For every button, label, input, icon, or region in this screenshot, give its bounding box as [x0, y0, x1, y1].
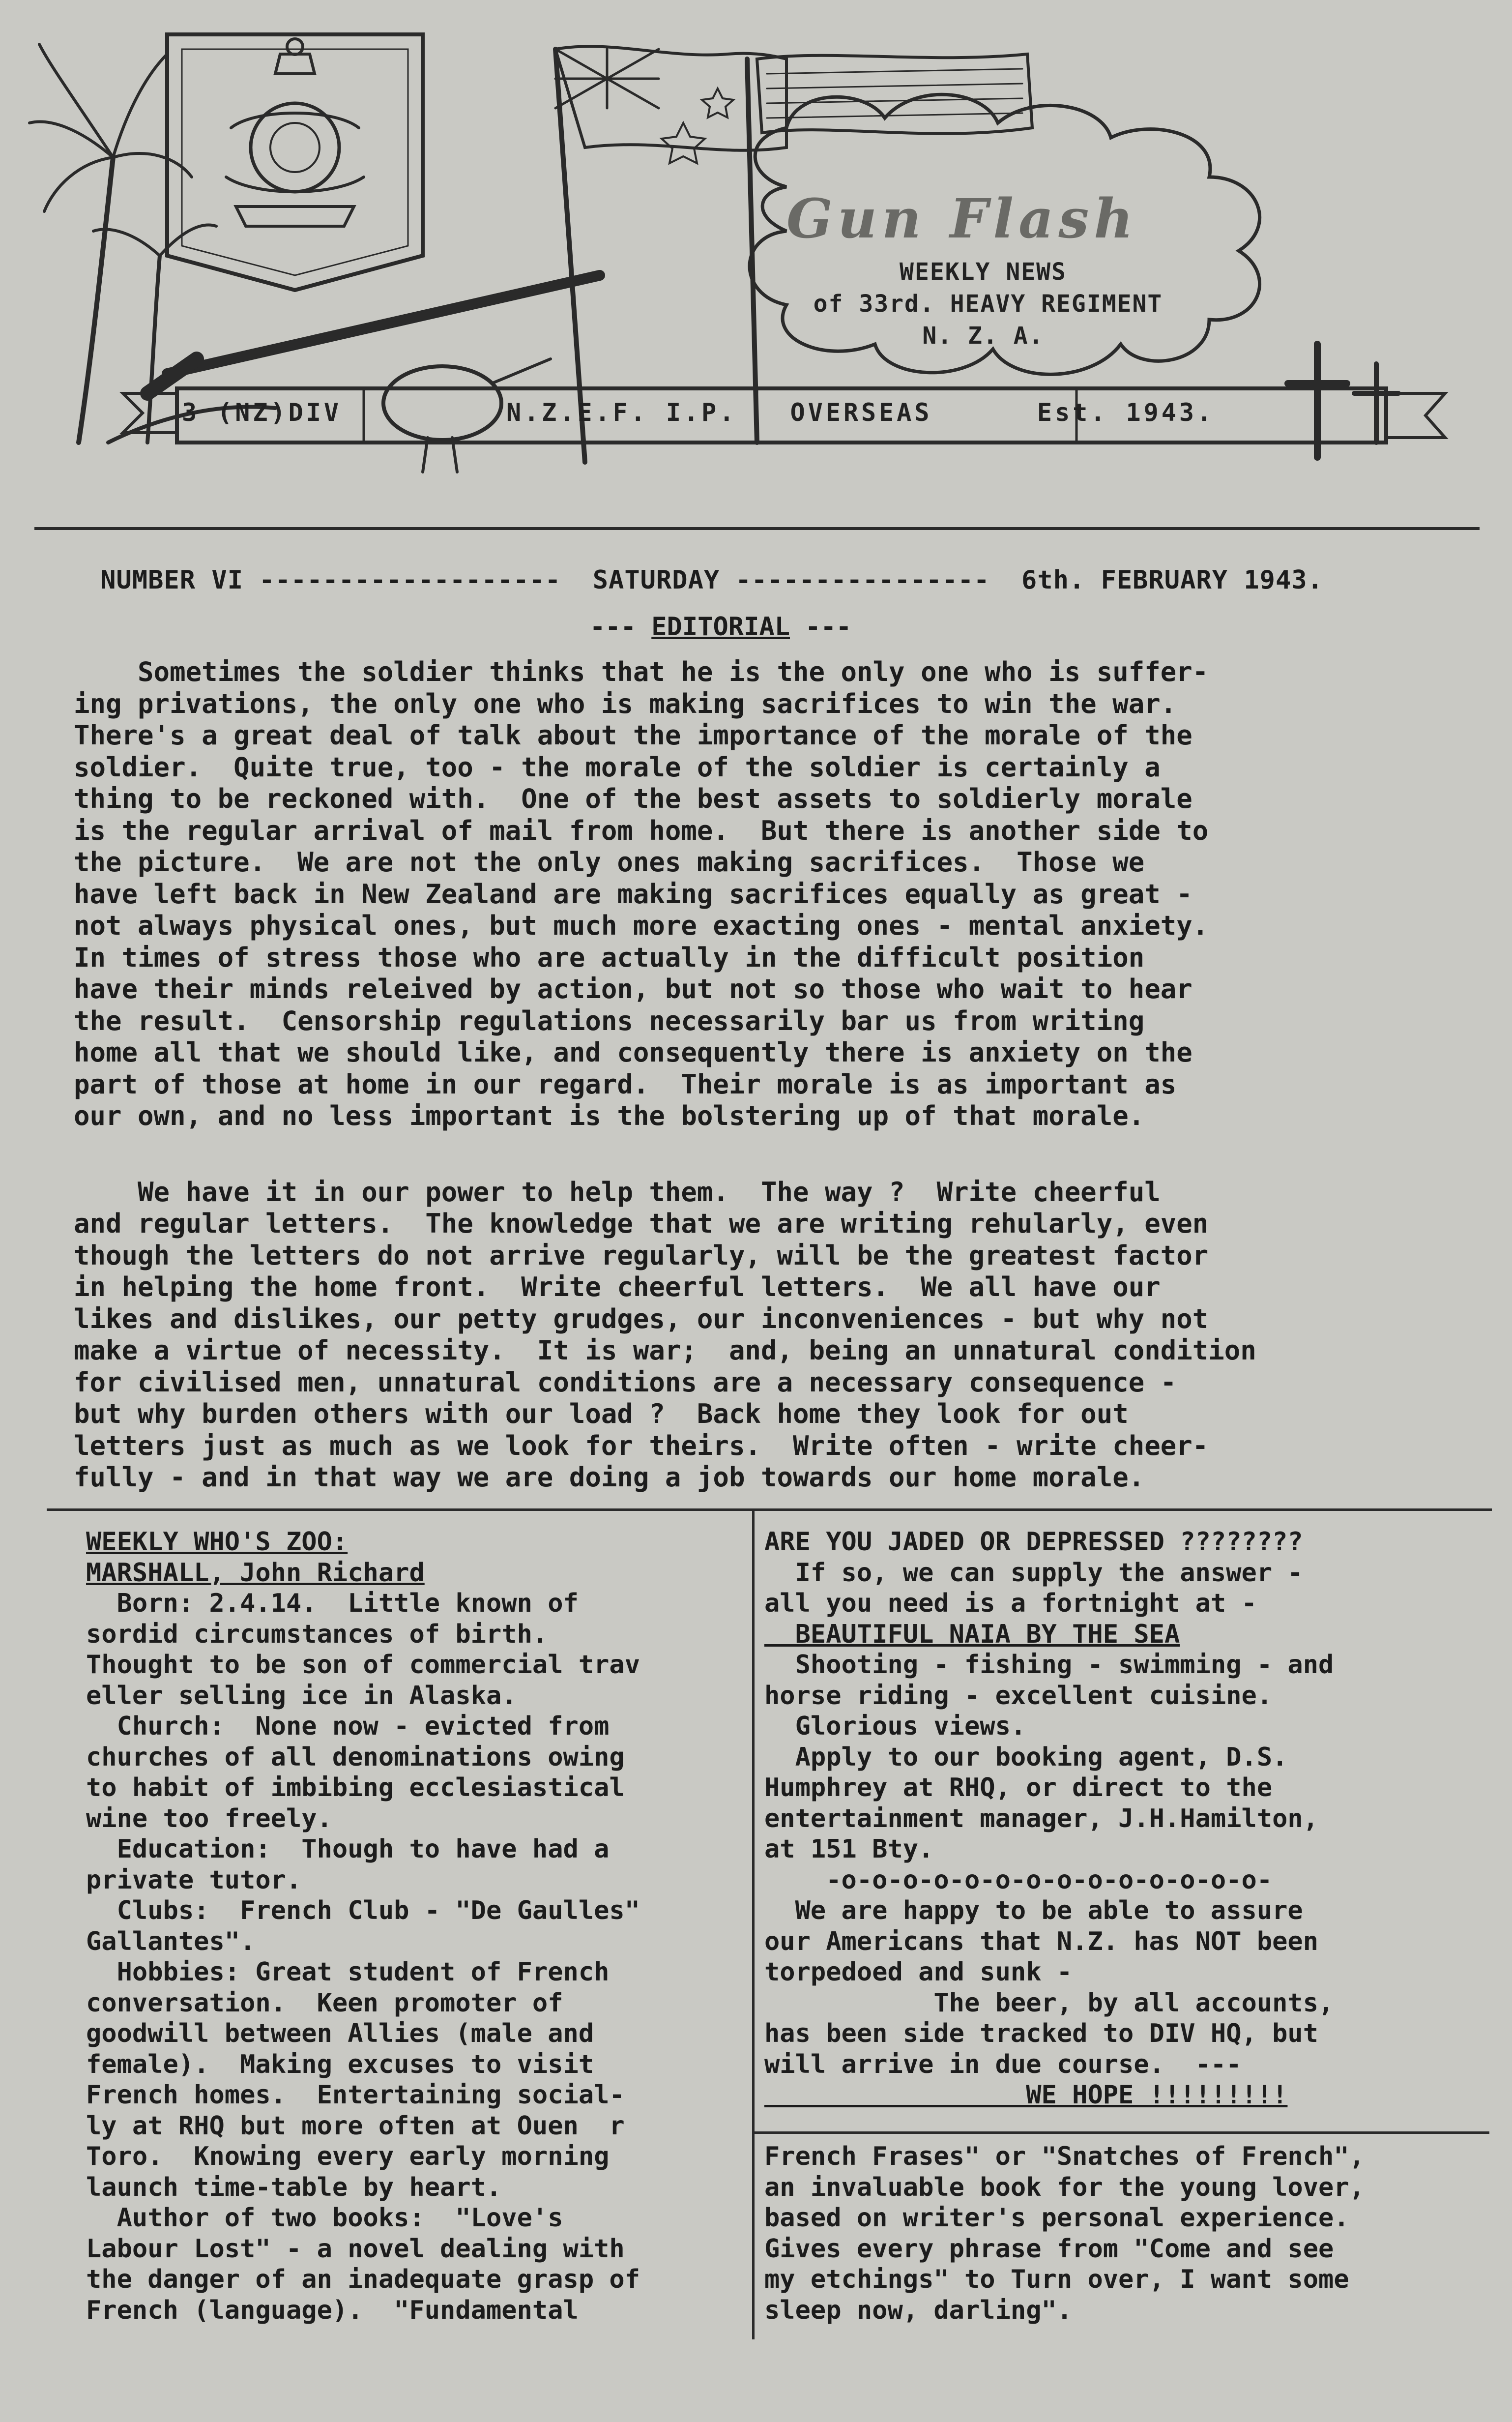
whos-zoo-line: Hobbies: Great student of French: [86, 1957, 610, 1987]
whos-zoo-line: to habit of imbibing ecclesiastical: [86, 1773, 625, 1802]
editorial-line: and regular letters. The knowledge that we are writing rehularly, even: [74, 1208, 1209, 1239]
editorial-line: We have it in our power to help them. The way ? Write cheerful: [74, 1176, 1161, 1208]
whos-zoo-line: conversation. Keen promoter of: [86, 1988, 563, 2018]
whos-zoo-line: Gallantes".: [86, 1926, 256, 1956]
editorial-line: Sometimes the soldier thinks that he is the only one who is suffer-: [74, 656, 1209, 687]
continuation-line: my etchings" to Turn over, I want some: [764, 2265, 1349, 2294]
whos-zoo-line: Church: None now - evicted from: [86, 1712, 610, 1741]
continuation-line: an invaluable book for the young lover,: [764, 2172, 1365, 2202]
jaded-column: [764, 1527, 1487, 2111]
section-divider: [47, 1508, 1492, 1511]
whos-zoo-column: [86, 1527, 745, 2326]
dateline-dashes: -------------------: [243, 565, 593, 595]
whos-zoo-line: Thought to be son of commercial trav: [86, 1650, 640, 1680]
editorial-line: our own, and no less important is the bolstering up of that morale.: [74, 1100, 1145, 1131]
continuation-column: [764, 2141, 1487, 2326]
paragraph-gap: [74, 1132, 1465, 1177]
banner-nzef: N.Z.E.F. I.P. OVERSEAS: [506, 398, 932, 427]
dateline-rule: [34, 527, 1480, 530]
editorial-line: soldier. Quite true, too - the morale of the soldier is certainly a: [74, 751, 1161, 783]
whos-zoo-line: eller selling ice in Alaska.: [86, 1681, 517, 1711]
jaded-heading: ARE YOU JADED OR DEPRESSED ????????: [764, 1527, 1303, 1557]
masthead-subtitle-3: N. Z. A.: [922, 322, 1044, 350]
whos-zoo-line: ly at RHQ but more often at Ouen r: [86, 2111, 625, 2141]
jaded-line: entertainment manager, J.H.Hamilton,: [764, 1803, 1319, 1833]
jaded-line: horse riding - excellent cuisine.: [764, 1681, 1273, 1711]
dateline: [37, 536, 1482, 624]
whos-zoo-heading: WEEKLY WHO'S ZOO:: [86, 1527, 348, 1557]
issue-number: NUMBER VI: [100, 565, 243, 595]
we-hope-line: WE HOPE !!!!!!!!!: [764, 2080, 1288, 2110]
whos-zoo-line: the danger of an inadequate grasp of: [86, 2265, 640, 2294]
editorial-line: have their minds releived by action, but not so those who wait to hear: [74, 974, 1192, 1004]
issue-day: SATURDAY: [592, 565, 720, 595]
banner-established: Est. 1943.: [1037, 398, 1215, 427]
jaded-line: Shooting - fishing - swimming - and: [764, 1650, 1334, 1680]
dateline-dashes: ----------------: [720, 565, 1022, 595]
whos-zoo-line: Clubs: French Club - "De Gaulles": [86, 1896, 640, 1925]
notice-line: has been side tracked to DIV HQ, but: [764, 2019, 1319, 2048]
editorial-line: In times of stress those who are actually in the difficult position: [74, 942, 1145, 973]
whos-zoo-line: launch time-table by heart.: [86, 2172, 502, 2202]
whos-zoo-line: private tutor.: [86, 1865, 302, 1895]
editorial-line: ing privations, the only one who is making sacrifices to win the war.: [74, 688, 1177, 719]
jaded-place: BEAUTIFUL NAIA BY THE SEA: [764, 1619, 1180, 1649]
masthead-subtitle-2: of 33rd. HEAVY REGIMENT: [813, 290, 1163, 318]
whos-zoo-line: French homes. Entertaining social-: [86, 2080, 625, 2110]
editorial-line: the picture. We are not the only ones making sacrifices. Those we: [74, 847, 1145, 878]
notice-line: our Americans that N.Z. has NOT been: [764, 1926, 1319, 1956]
editorial-line: make a virtue of necessity. It is war; and, being an unnatural condition: [74, 1335, 1256, 1366]
editorial-heading: --- EDITORIAL ---: [590, 612, 852, 642]
editorial-line: is the regular arrival of mail from home. But there is another side to: [74, 815, 1209, 846]
whos-zoo-line: Author of two books: "Love's: [86, 2203, 563, 2233]
editorial-line: though the letters do not arrive regularly, will be the greatest factor: [74, 1240, 1209, 1271]
jaded-line: Glorious views.: [764, 1712, 1026, 1741]
whos-zoo-line: Education: Though to have had a: [86, 1834, 610, 1864]
editorial-body: [74, 656, 1465, 1494]
masthead: [20, 0, 1494, 497]
jaded-line: at 151 Bty.: [764, 1834, 934, 1864]
whos-zoo-line: female). Making excuses to visit: [86, 2049, 594, 2079]
editorial-line: for civilised men, unnatural conditions are a necessary consequence -: [74, 1366, 1177, 1398]
whos-zoo-name: MARSHALL, John Richard: [86, 1558, 425, 1588]
jaded-divider: -o-o-o-o-o-o-o-o-o-o-o-o-o-o-: [764, 1865, 1273, 1895]
whos-zoo-line: Labour Lost" - a novel dealing with: [86, 2234, 625, 2264]
editorial-line: the result. Censorship regulations necessarily bar us from writing: [74, 1005, 1145, 1036]
editorial-line: letters just as much as we look for theirs. Write often - write cheer-: [74, 1430, 1209, 1461]
issue-date: 6th. FEBRUARY 1943.: [1021, 565, 1323, 595]
jaded-line: Humphrey at RHQ, or direct to the: [764, 1773, 1273, 1802]
editorial-line: have left back in New Zealand are making sacrifices equally as great -: [74, 878, 1192, 910]
continuation-line: French Frases" or "Snatches of French",: [764, 2142, 1365, 2171]
notice-line: The beer, by all accounts,: [764, 1988, 1334, 2018]
whos-zoo-line: churches of all denominations owing: [86, 1742, 625, 1772]
editorial-title: EDITORIAL: [651, 612, 790, 642]
right-column-divider: [752, 2131, 1489, 2134]
banner-division: 3 (NZ)DIV: [182, 398, 342, 427]
jaded-line: Apply to our booking agent, D.S.: [764, 1742, 1288, 1772]
editorial-line: but why burden others with our load ? Back home they look for out: [74, 1398, 1129, 1429]
notice-line: will arrive in due course. ---: [764, 2049, 1242, 2079]
whos-zoo-line: sordid circumstances of birth.: [86, 1619, 548, 1649]
editorial-line: not always physical ones, but much more exacting ones - mental anxiety.: [74, 910, 1209, 941]
notice-line: We are happy to be able to assure: [764, 1896, 1303, 1925]
jaded-line: If so, we can supply the answer -: [764, 1558, 1303, 1588]
notice-line: torpedoed and sunk -: [764, 1957, 1073, 1987]
whos-zoo-line: French (language). "Fundamental: [86, 2295, 579, 2325]
jaded-line: all you need is a fortnight at -: [764, 1589, 1257, 1618]
whos-zoo-line: Toro. Knowing every early morning: [86, 2142, 610, 2171]
editorial-line: part of those at home in our regard. Their morale is as important as: [74, 1068, 1177, 1100]
continuation-line: Gives every phrase from "Come and see: [764, 2234, 1334, 2264]
continuation-line: sleep now, darling".: [764, 2295, 1073, 2325]
editorial-line: There's a great deal of talk about the importance of the morale of the: [74, 720, 1192, 751]
editorial-line: thing to be reckoned with. One of the best assets to soldierly morale: [74, 783, 1192, 814]
whos-zoo-line: Born: 2.4.14. Little known of: [86, 1589, 579, 1618]
editorial-line: likes and dislikes, our petty grudges, our inconveniences - but why not: [74, 1303, 1209, 1334]
editorial-line: fully - and in that way we are doing a job towards our home morale.: [74, 1462, 1145, 1493]
masthead-subtitle-1: WEEKLY NEWS: [900, 258, 1067, 286]
masthead-title: Gun Flash: [786, 187, 1138, 250]
whos-zoo-line: wine too freely.: [86, 1803, 332, 1833]
whos-zoo-line: goodwill between Allies (male and: [86, 2019, 594, 2048]
column-divider: [752, 1508, 755, 2339]
editorial-line: in helping the home front. Write cheerful letters. We all have our: [74, 1271, 1161, 1302]
continuation-line: based on writer's personal experience.: [764, 2203, 1349, 2233]
editorial-line: home all that we should like, and consequently there is anxiety on the: [74, 1037, 1192, 1068]
